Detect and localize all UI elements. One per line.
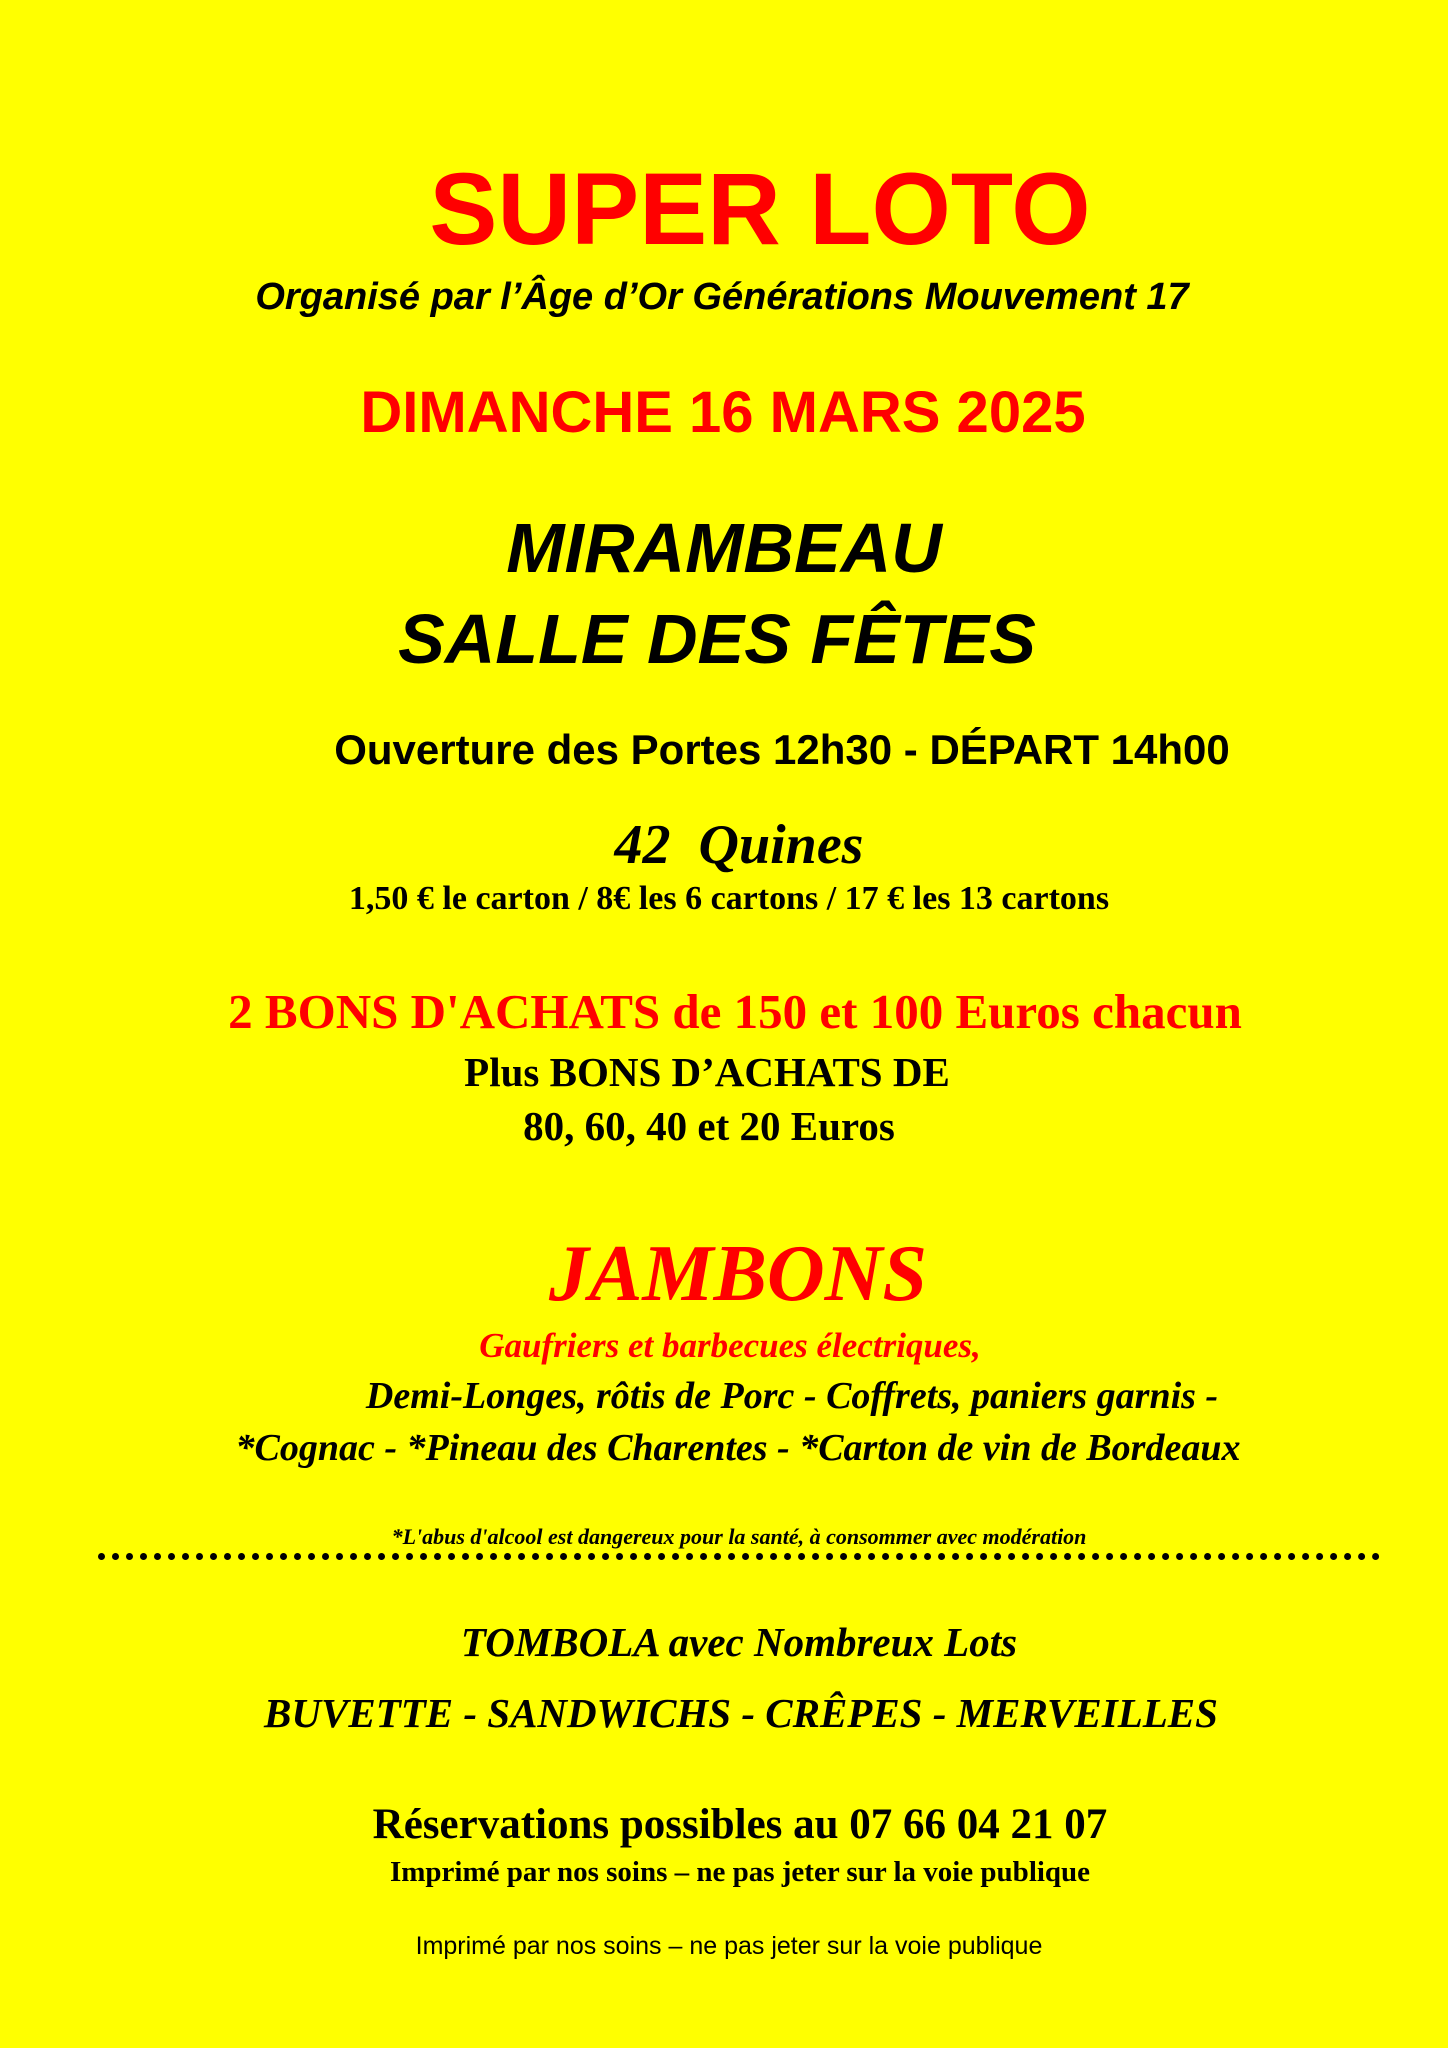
organizer-line: Organisé par l’Âge d’Or Générations Mouvement 17 xyxy=(255,276,1189,318)
card-prices: 1,50 € le carton / 8€ les 6 cartons / 17 € les 13 cartons xyxy=(348,880,1110,917)
tombola-line: TOMBOLA avec Nombreux Lots xyxy=(460,1619,1018,1665)
refreshments-line: BUVETTE - SANDWICHS - CRÊPES - MERVEILLES xyxy=(264,1690,1218,1736)
quines-count: 42 Quines xyxy=(614,814,864,876)
hams-heading: JAMBONS xyxy=(549,1230,927,1318)
event-town: MIRAMBEAU xyxy=(506,509,942,587)
door-times: Ouverture des Portes 12h30 - DÉPART 14h00 xyxy=(334,726,1230,773)
extra-vouchers-line-1: Plus BONS D’ACHATS DE xyxy=(464,1049,950,1095)
dotted-divider xyxy=(98,1553,1380,1560)
reservations-line: Réservations possibles au 07 66 04 21 07 xyxy=(372,1801,1108,1848)
prizes-line-1: Gaufriers et barbecues électriques, xyxy=(479,1326,981,1365)
poster-title: SUPER LOTO xyxy=(429,152,1091,266)
main-vouchers: 2 BONS D'ACHATS de 150 et 100 Euros chacun xyxy=(228,984,1242,1039)
prizes-line-3: *Cognac - *Pineau des Charentes - *Carton de vin de Bordeaux xyxy=(235,1427,1241,1469)
alcohol-notice: *L'abus d'alcool est dangereux pour la santé, à consommer avec modération xyxy=(391,1524,1087,1549)
event-date: DIMANCHE 16 MARS 2025 xyxy=(360,380,1086,445)
prizes-line-2: Demi-Longes, rôtis de Porc - Coffrets, paniers garnis - xyxy=(365,1375,1219,1417)
extra-vouchers-line-2: 80, 60, 40 et 20 Euros xyxy=(523,1103,895,1149)
event-venue: SALLE DES FÊTES xyxy=(398,600,1036,678)
printed-notice-bold: Imprimé par nos soins – ne pas jeter sur la voie publique xyxy=(389,1856,1091,1888)
printed-notice-small: Imprimé par nos soins – ne pas jeter sur la voie publique xyxy=(415,1932,1043,1960)
